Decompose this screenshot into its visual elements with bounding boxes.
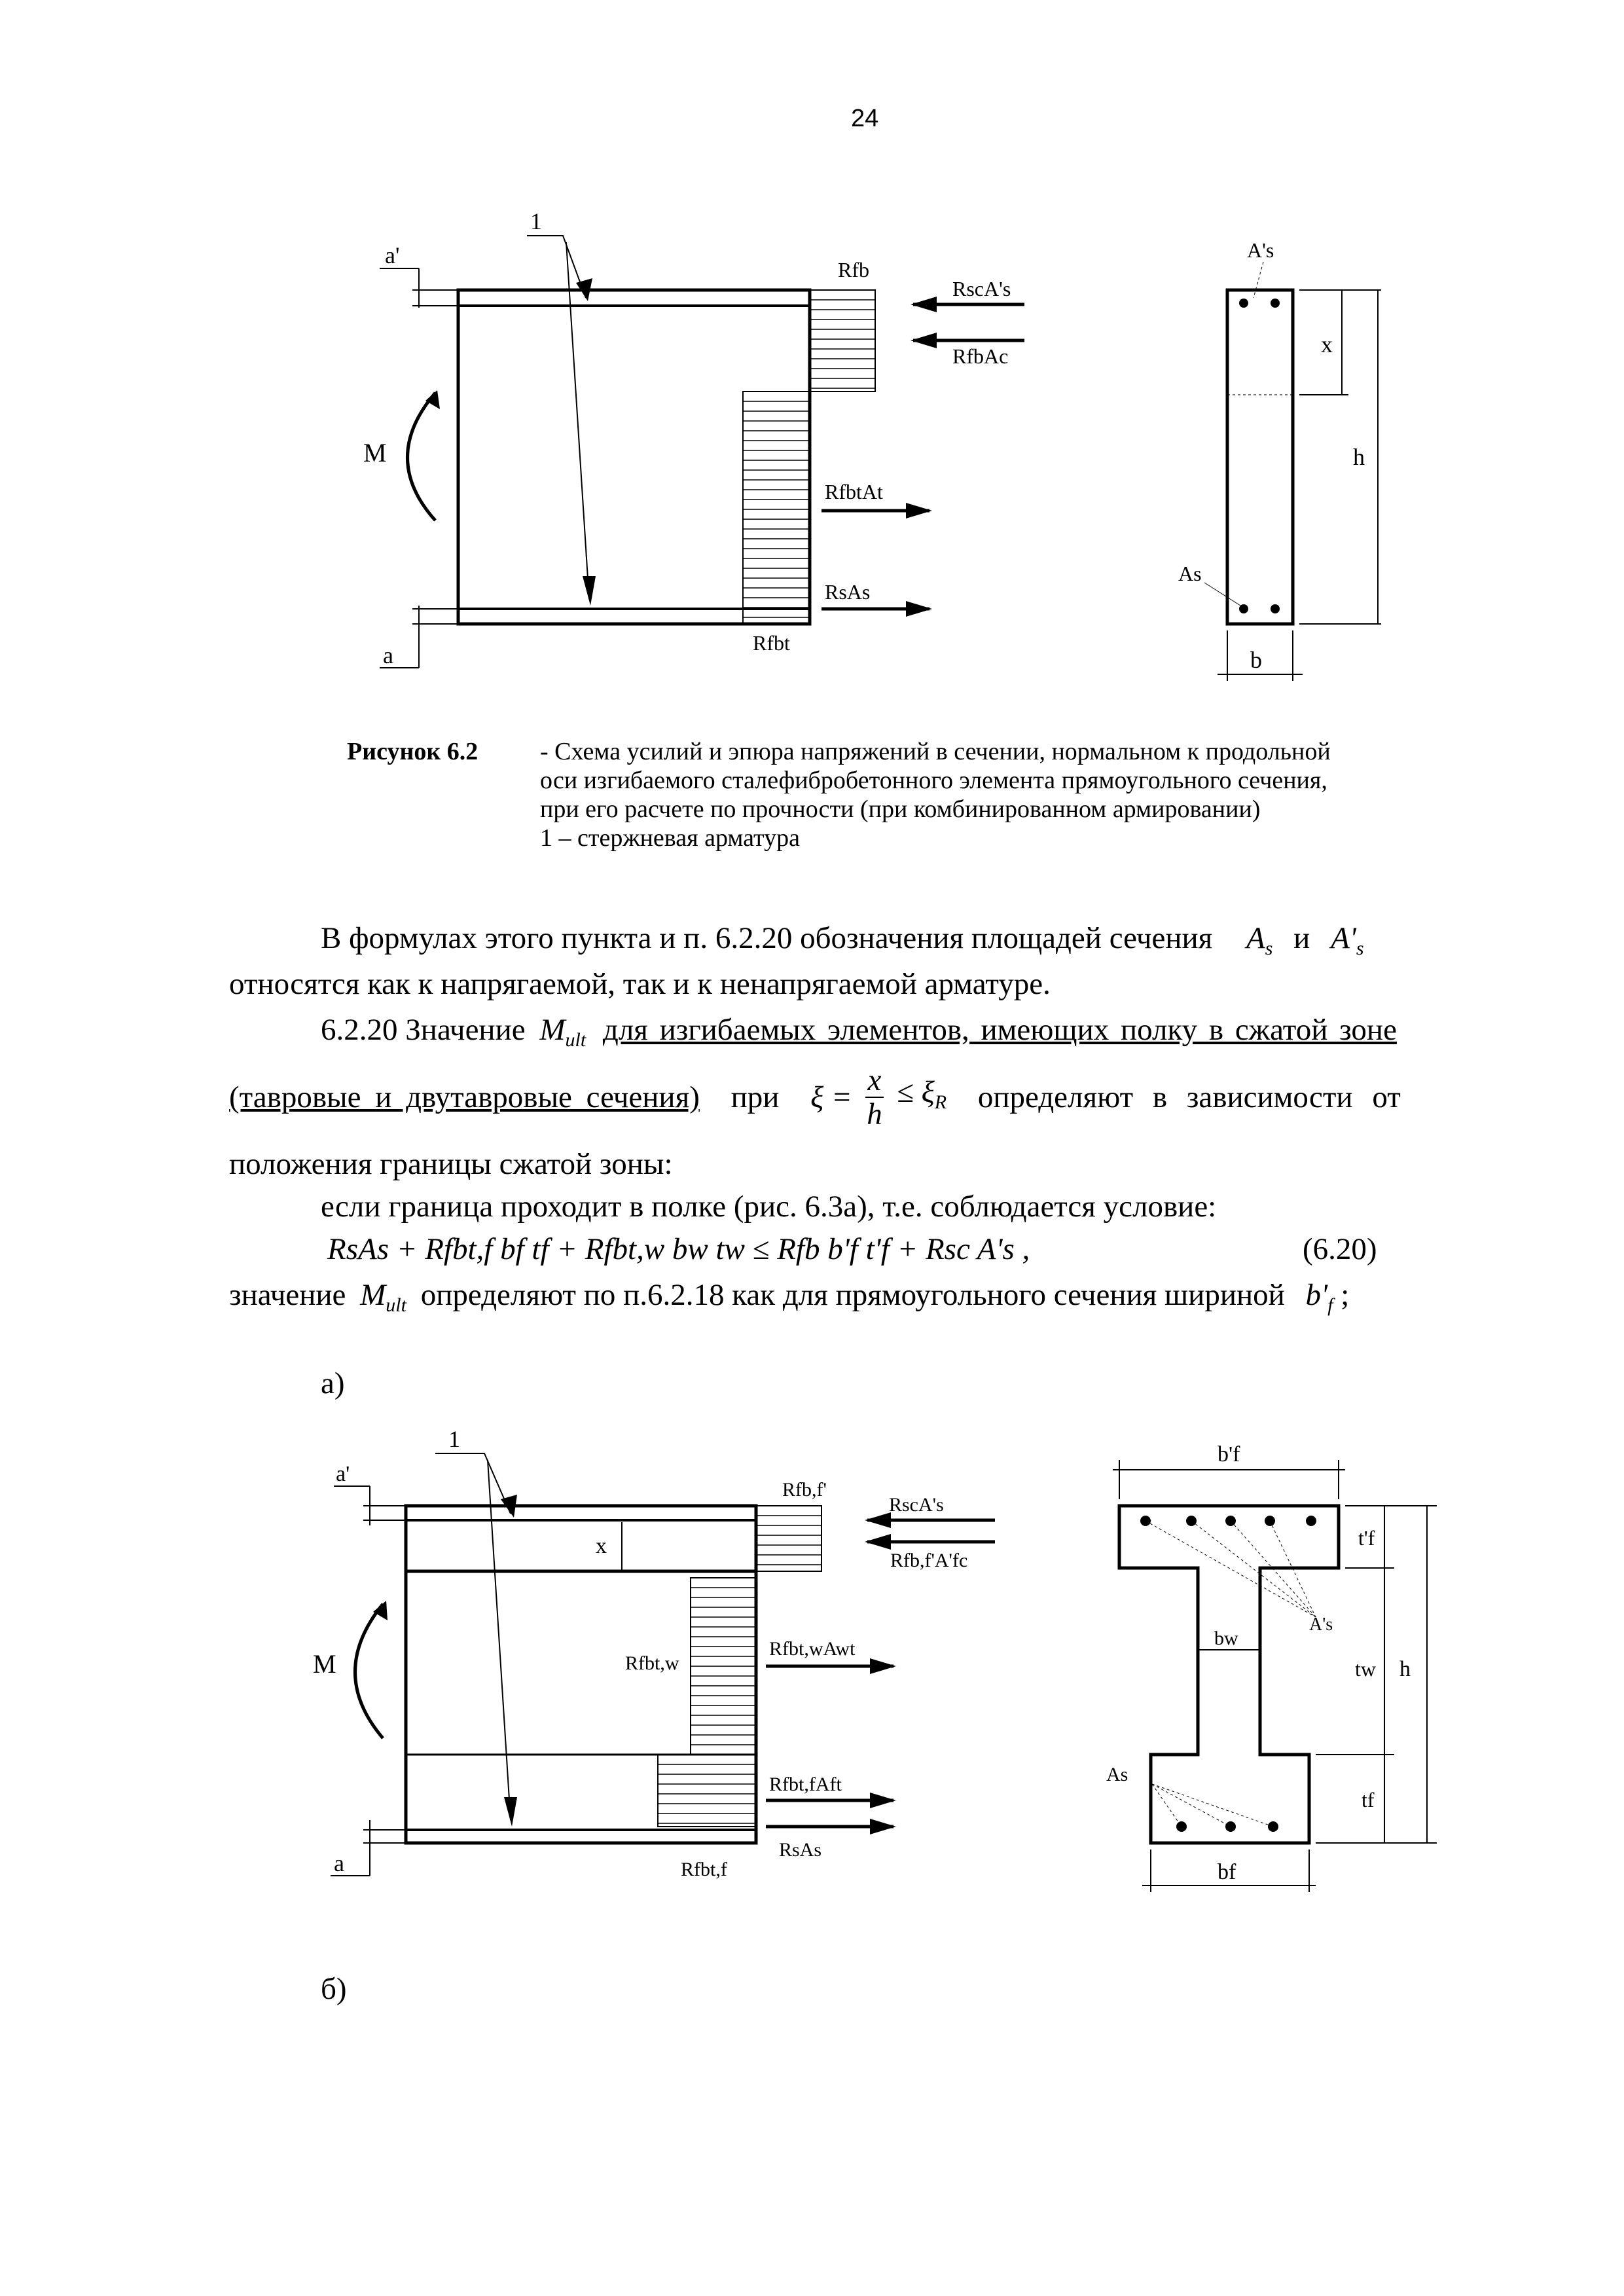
label-as-prime: A's <box>1247 238 1274 262</box>
label-rfbt: Rfbt <box>753 631 790 655</box>
paragraph-3: (тавровые и двутавровые сечения) при ξ = $\frac{x}{h}$ ≤ $\xi_R$ определяют в зависимости от <box>229 1063 1401 1131</box>
label-rs-as: RsAs <box>825 580 871 604</box>
caption-line: - Схема усилий и эпюра напряжений в сечении, нормальном к продольной <box>540 738 1331 765</box>
caption-line: при его расчете по прочности (при комбинированном армировании) <box>540 795 1261 823</box>
label-as: As <box>1178 562 1202 585</box>
label-rebar-1-2: 1 <box>448 1426 460 1452</box>
label-a-2: a <box>334 1850 344 1876</box>
label-x: x <box>1321 331 1333 357</box>
label-rfbt-at: RfbtAt <box>825 480 883 503</box>
label-tw: tw <box>1355 1657 1376 1681</box>
label-bf: bf <box>1218 1860 1236 1884</box>
label-rfb-ac: RfbAc <box>952 344 1009 368</box>
label-rfbt-w: Rfbt,w <box>625 1652 679 1674</box>
label-a-prime-2: a' <box>336 1462 350 1486</box>
label-rfbt-faft: Rfbt,fAft <box>769 1774 842 1795</box>
label-h-2: h <box>1399 1657 1411 1681</box>
label-rfbt-f: Rfbt,f <box>681 1859 727 1880</box>
label-rfb-f: Rfb,f' <box>782 1479 827 1501</box>
formula-6-20: RsAs + Rfbt,f bf tf + Rfbt,w bw tw ≤ Rfb b'f t'f + Rsc A's , <box>327 1232 1030 1266</box>
i-section-outline <box>1119 1506 1339 1843</box>
label-a: a <box>383 642 393 668</box>
paragraph-4: положения границы сжатой зоны: <box>229 1147 673 1181</box>
label-tf: tf <box>1362 1788 1375 1812</box>
figure-6-3-label-a: а) <box>321 1366 345 1400</box>
paragraph-2: 6.2.20 Значение $M_{ult}$ для изгибаемых элементов, имеющих полку в сжатой зоне <box>321 1013 1397 1051</box>
label-moment: M <box>363 438 387 467</box>
formula-number: (6.20) <box>1303 1232 1377 1266</box>
caption-line: 1 – стержневая арматура <box>540 824 801 852</box>
paragraph-1-line-2: относятся как к напрягаемой, так и к ненапрягаемой арматуре. <box>229 967 1051 1001</box>
figure-6-2-label: Рисунок 6.2 <box>347 738 478 765</box>
label-a-prime: a' <box>385 242 400 268</box>
t-beam-outline <box>406 1506 756 1843</box>
label-b: b <box>1250 647 1262 673</box>
label-bw: bw <box>1214 1628 1238 1649</box>
figure-6-3-label-b: б) <box>321 1972 347 2006</box>
paragraph-5: если граница проходит в полке (рис. 6.3а), т.е. соблюдается условие: <box>321 1190 1217 1224</box>
label-rebar-1: 1 <box>530 208 542 234</box>
label-moment-2: M <box>313 1649 336 1679</box>
label-rfb: Rfb <box>838 258 869 282</box>
label-rsc-as: RscA's <box>952 277 1011 301</box>
label-rs-as-2: RsAs <box>779 1839 822 1861</box>
paragraph-1-line-1: В формулах этого пункта и п. 6.2.20 обозначения площадей сечения $A_s$ и $A'_s$ <box>321 921 1364 959</box>
label-bf-prime: b'f <box>1218 1442 1240 1467</box>
label-rsc-as-2: RscA's <box>889 1494 944 1516</box>
page-number: 24 <box>851 105 879 132</box>
label-rfb-f-afc: Rfb,f'A'fc <box>890 1550 968 1571</box>
label-h: h <box>1353 444 1365 470</box>
label-as-prime-2: A's <box>1309 1614 1333 1635</box>
label-x-2: x <box>596 1534 607 1558</box>
caption-line: оси изгибаемого сталефибробетонного элемента прямоугольного сечения, <box>540 767 1327 794</box>
label-as-2: As <box>1106 1764 1128 1785</box>
paragraph-6: значение $M_{ult}$ определяют по п.6.2.18 как для прямоугольного сечения шириной $b'_f$ ; <box>229 1278 1350 1316</box>
label-rfbt-wawt: Rfbt,wAwt <box>769 1638 856 1660</box>
label-tf-prime: t'f <box>1358 1526 1375 1550</box>
